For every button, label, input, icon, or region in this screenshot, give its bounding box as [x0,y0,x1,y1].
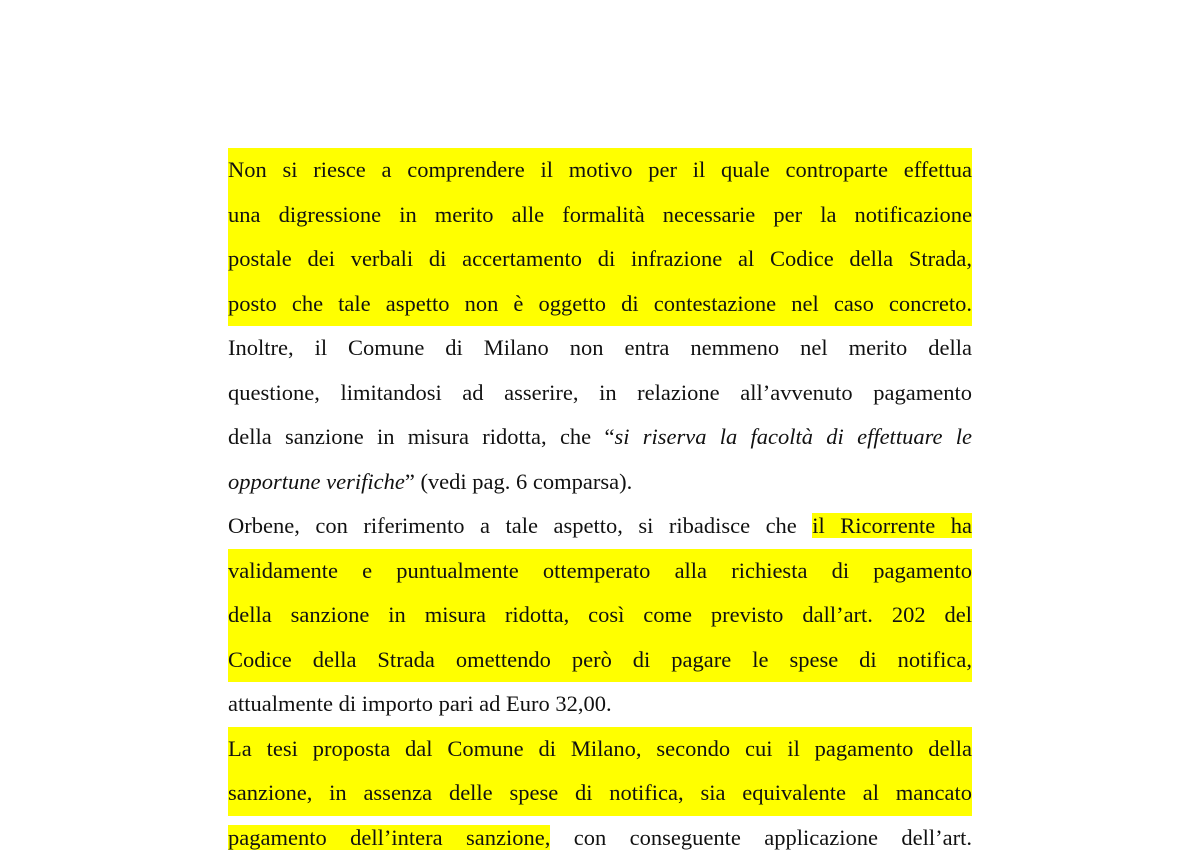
paragraph-4-line-2: sanzione, in assenza delle spese di notifica, sia equivalente al mancato [228,771,972,816]
document-body [228,148,972,860]
paragraph-3-line-1-highlight: il Ricorrente ha [812,513,972,538]
paragraph-2-quote-end: opportune verifiche [228,469,405,494]
paragraph-3-line-3: della sanzione in misura ridotta, così come previsto dall’art. 202 del [228,593,972,638]
paragraph-1-line-3: postale dei verbali di accertamento di infrazione al Codice della Strada, [228,237,972,282]
paragraph-3-line-2: validamente e puntualmente ottemperato alla richiesta di pagamento [228,549,972,594]
paragraph-1-line-2: una digressione in merito alle formalità necessarie per la notificazione [228,193,972,238]
paragraph-1-line-4: posto che tale aspetto non è oggetto di contestazione nel caso concreto. [228,282,972,327]
paragraph-2-quote-start: si riserva la facoltà di effettuare le [614,424,972,449]
paragraph-2-line-1: Inoltre, il Comune di Milano non entra nemmeno nel merito della [228,326,972,371]
paragraph-2-line-4-text: ” (vedi pag. 6 comparsa). [405,469,632,494]
paragraph-2-line-4 [228,460,972,505]
paragraph-2-line-3-text: della sanzione in misura ridotta, che “ [228,424,614,449]
paragraph-4-line-3-highlight: pagamento dell’intera sanzione, [228,825,550,850]
paragraph-4-line-3 [228,816,972,860]
paragraph-2-line-2: questione, limitandosi ad asserire, in relazione all’avvenuto pagamento [228,371,972,416]
paragraph-2-line-3 [228,415,972,460]
paragraph-1-line-1: Non si riesce a comprendere il motivo per il quale controparte effettua [228,148,972,193]
paragraph-3-line-1 [228,504,972,549]
paragraph-3-line-5: attualmente di importo pari ad Euro 32,00. [228,682,972,727]
paragraph-4-line-3-text: con conseguente applicazione dell’art. [550,825,972,850]
paragraph-3-line-1-text: Orbene, con riferimento a tale aspetto, si ribadisce che [228,513,812,538]
paragraph-3-line-4: Codice della Strada omettendo però di pagare le spese di notifica, [228,638,972,683]
paragraph-4-line-1: La tesi proposta dal Comune di Milano, secondo cui il pagamento della [228,727,972,772]
